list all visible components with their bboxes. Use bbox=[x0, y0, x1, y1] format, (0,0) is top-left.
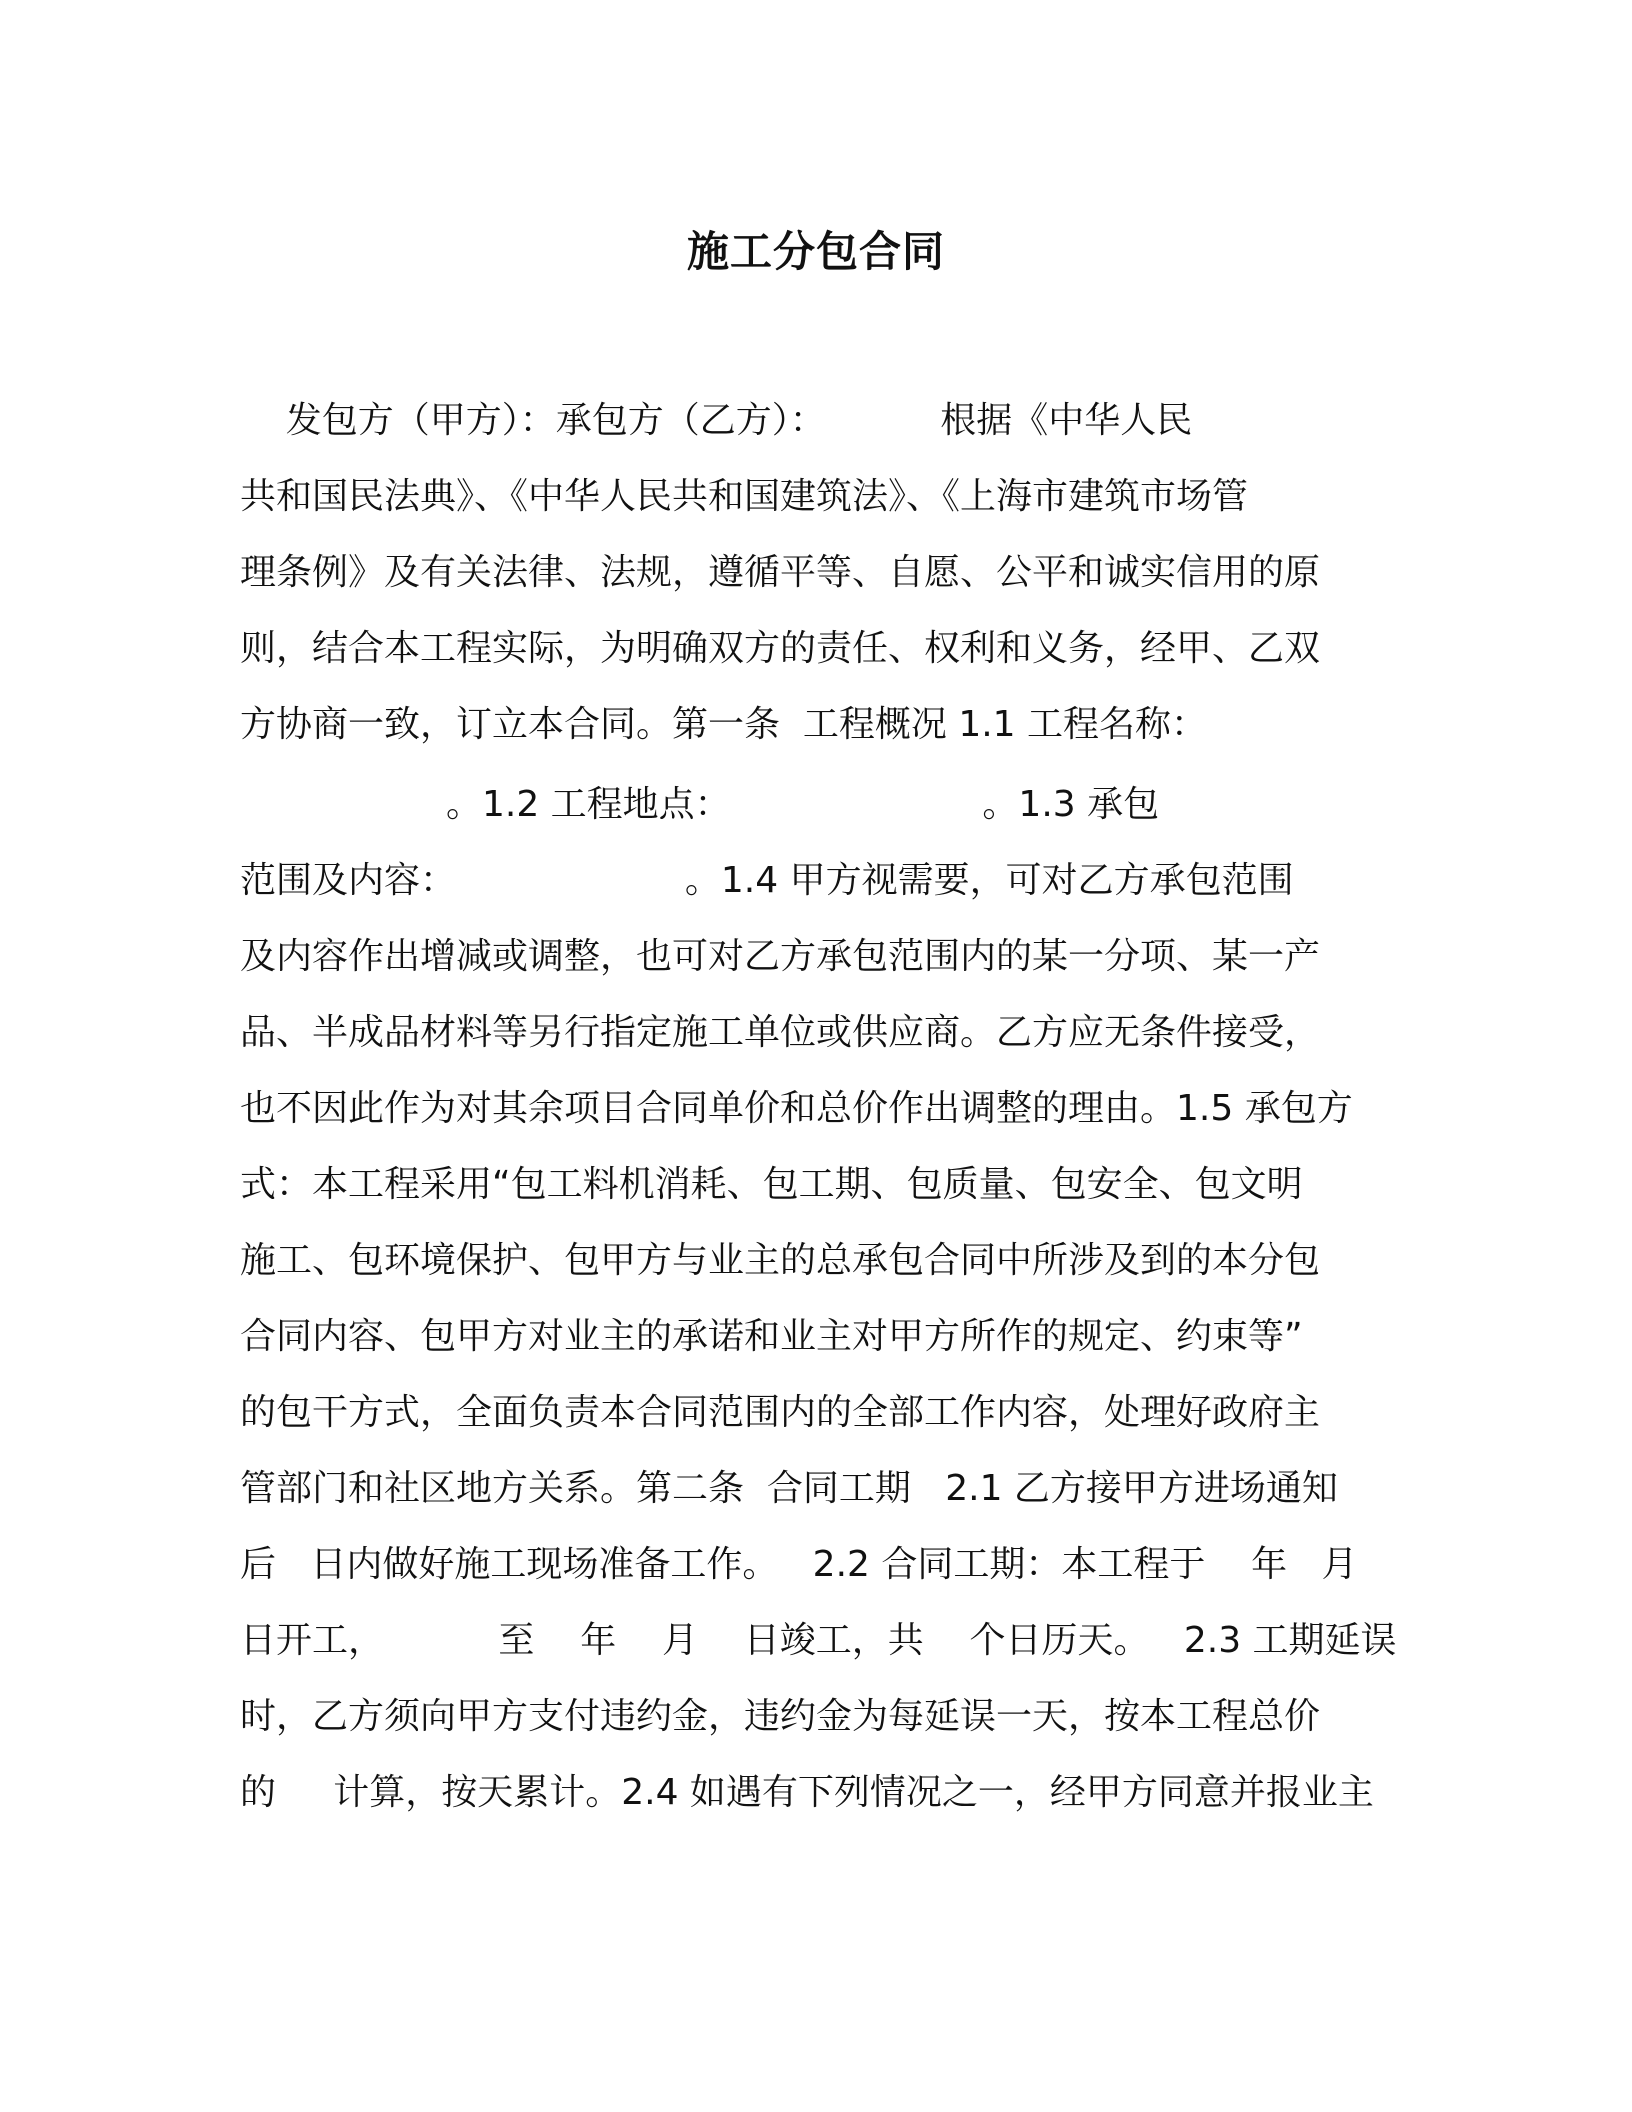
body-line: 理条例》及有关法律、法规，遵循平等、自愿、公平和诚实信用的原 bbox=[240, 552, 1321, 593]
body-line: 的 计算，按天累计。2.4 如遇有下列情况之一，经甲方同意并报业主 bbox=[240, 1772, 1374, 1813]
body-line: 品、半成品材料等另行指定施工单位或供应商。乙方应无条件接受， bbox=[240, 1012, 1321, 1053]
body-line: 方协商一致，订立本合同。第一条 工程概况 1.1 工程名称： bbox=[240, 704, 1208, 745]
body-line: 的包干方式，全面负责本合同范围内的全部工作内容，处理好政府主 bbox=[240, 1392, 1321, 1433]
body-line: 范围及内容： 。1.4 甲方视需要，可对乙方承包范围 bbox=[240, 860, 1294, 901]
body-line: 。1.2 工程地点： 。1.3 承包 bbox=[240, 784, 1160, 825]
body-line: 及内容作出增减或调整，也可对乙方承包范围内的某一分项、某一产 bbox=[240, 936, 1321, 977]
body-line: 合同内容、包甲方对业主的承诺和业主对甲方所作的规定、约束等” bbox=[240, 1316, 1303, 1357]
document-title: 施工分包合同 bbox=[686, 227, 945, 276]
body-line: 共和国民法典》、《中华人民共和国建筑法》、《上海市建筑市场管 bbox=[240, 476, 1249, 517]
body-line: 管部门和社区地方关系。第二条 合同工期 2.1 乙方接甲方进场通知 bbox=[240, 1468, 1338, 1509]
body-line: 式：本工程采用“包工料机消耗、包工期、包质量、包安全、包文明 bbox=[240, 1164, 1303, 1205]
body-line: 发包方（甲方）：承包方（乙方）： 根据《中华人民 bbox=[240, 400, 1193, 441]
body-line: 施工、包环境保护、包甲方与业主的总承包合同中所涉及到的本分包 bbox=[240, 1240, 1321, 1281]
body-line: 也不因此作为对其余项目合同单价和总价作出调整的理由。1.5 承包方 bbox=[240, 1088, 1353, 1129]
body-line: 后 日内做好施工现场准备工作。 2.2 合同工期：本工程于 年 月 bbox=[240, 1544, 1358, 1585]
body-line: 时，乙方须向甲方支付违约金，违约金为每延误一天，按本工程总价 bbox=[240, 1696, 1321, 1737]
body-line: 则，结合本工程实际，为明确双方的责任、权利和义务，经甲、乙双 bbox=[240, 628, 1321, 669]
body-line: 日开工， 至 年 月 日竣工，共 个日历天。 2.3 工期延误 bbox=[240, 1620, 1397, 1661]
